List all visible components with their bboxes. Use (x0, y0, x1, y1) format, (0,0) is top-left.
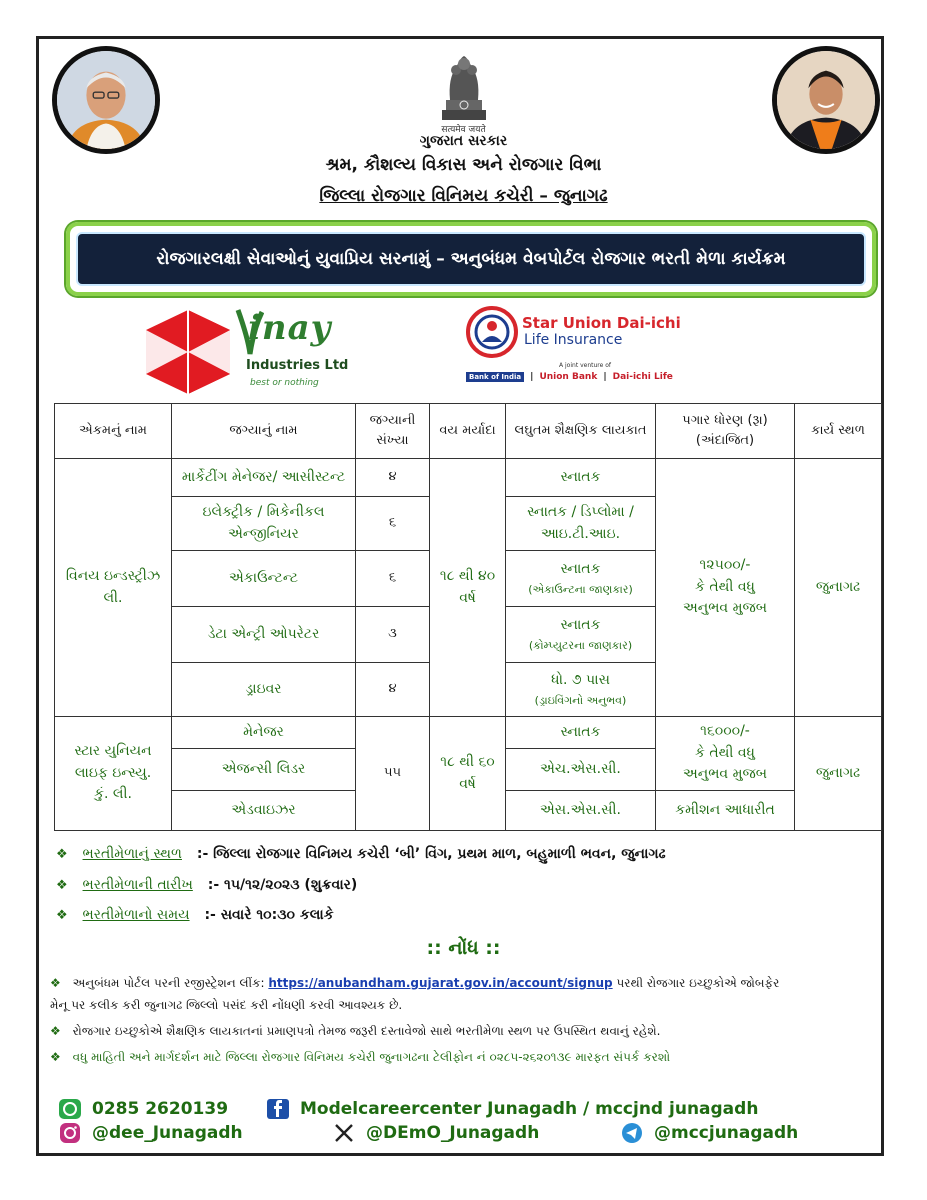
column-header: એકમનું નામ (55, 404, 172, 459)
count-cell: ૩ (356, 607, 430, 663)
emblem-motto: सत्यमेव जयते (441, 125, 486, 135)
post-cell: ડ્રાઇવર (172, 663, 356, 717)
jobs-table (54, 403, 882, 831)
whatsapp-icon (58, 1098, 82, 1120)
vinay-wordmark: inay (248, 308, 332, 348)
facebook-handle[interactable]: Modelcareercenter Junagadh / mccjnd junagadh (300, 1099, 759, 1119)
note-1 (50, 972, 880, 1016)
phone-contact (58, 1098, 228, 1120)
state-name: ગુજરાત સરકાર (419, 133, 508, 149)
diamond-bullet-icon: ❖ (50, 1024, 61, 1038)
notes-title: :: નોંધ :: (426, 937, 501, 959)
column-header: જગ્યાનું નામ (172, 404, 356, 459)
salary-amount: ૧૬૦૦૦/- (700, 722, 750, 739)
partner-bank-of-india: Bank of India (466, 372, 524, 382)
star-union-logo (464, 306, 724, 396)
qualification-cell: એસ.એસ.સી. (506, 791, 656, 831)
vinay-tagline: best or nothing (250, 378, 319, 388)
table-header-row (55, 404, 882, 459)
telegram-handle[interactable]: @mccjunagadh (654, 1123, 799, 1143)
telegram-contact (620, 1122, 798, 1144)
state-emblem-icon (420, 48, 508, 128)
count-cell: ૫૫ (356, 717, 430, 831)
salary-cell (656, 717, 795, 791)
diamond-bullet-icon: ❖ (56, 878, 68, 893)
qualification-cell (506, 663, 656, 717)
qualification-cell (506, 607, 656, 663)
date-value: :- ૧૫/૧૨/૨૦૨૩ (શુક્રવાર) (207, 877, 358, 893)
qualification-note: (કોમ્પ્યુટરના જાણકાર) (528, 638, 633, 652)
x-contact (332, 1122, 539, 1144)
company-line: કું. લી. (94, 786, 132, 803)
facebook-contact (266, 1098, 758, 1120)
instagram-contact (58, 1122, 243, 1144)
post-cell: ડેટા એન્ટ્રી ઓપરેટર (172, 607, 356, 663)
venue-label: ભરતીમેળાનું સ્થળ (82, 846, 182, 862)
instagram-icon (58, 1122, 82, 1144)
column-header: જગ્યાની સંખ્યા (356, 404, 430, 459)
qualification-text: ધો. ૭ પાસ (551, 672, 610, 689)
company-line: લાઇફ ઇન્સ્યુ. (74, 764, 152, 781)
star-union-jv-text: A joint venture of (559, 362, 611, 369)
qualification-cell (506, 551, 656, 607)
post-cell: ઇલેક્ટ્રીક / મિકેનીકલ એન્જીનિયર (172, 497, 356, 551)
qualification-text: સ્નાતક (560, 561, 601, 578)
divider: | (603, 372, 607, 382)
banner (66, 222, 876, 296)
place-cell: જુનાગઢ (795, 459, 882, 717)
count-cell: ૬ (356, 497, 430, 551)
salary-note: કે તેથી વધુ (695, 744, 755, 761)
note-2 (50, 1020, 880, 1042)
qualification-cell: એચ.એસ.સી. (506, 749, 656, 791)
post-cell: એડવાઇઝર (172, 791, 356, 831)
phone-number[interactable]: 0285 2620139 (92, 1099, 229, 1119)
note-3-text: વધુ માહિતી અને માર્ગદર્શન માટે જિલ્લા રોજગાર વિનિમય કચેરી જુનાગઢના ટેલીફોન નં ૦૨૮૫-૨૬૨૦૧૩૯ મારફત સંપર્ક કરશો (72, 1050, 671, 1064)
vinay-logo (138, 306, 388, 398)
post-cell: એજન્સી લિડર (172, 749, 356, 791)
date-label: ભરતીમેળાની તારીખ (82, 877, 193, 893)
partner-dai-ichi: Dai-ichi Life (612, 372, 673, 382)
company-cell (55, 717, 172, 831)
star-union-partners (466, 372, 673, 382)
age-cell: ૧૮ થી ૪૦ વર્ષ (430, 459, 506, 717)
qualification-note: (એકાઉન્ટના જાણકાર) (528, 582, 633, 596)
time-label: ભરતીમેળાનો સમય (82, 907, 190, 923)
column-header: કાર્ય સ્થળ (795, 404, 882, 459)
date-line (56, 877, 357, 893)
office-name: જિલ્લા રોજગાર વિનિમય કચેરી – જુનાગઢ (319, 186, 608, 206)
instagram-handle[interactable]: @dee_Junagadh (92, 1123, 243, 1143)
column-header: લઘુતમ શૈક્ષણિક લાયકાત (506, 404, 656, 459)
column-header: વય મર્યાદા (430, 404, 506, 459)
count-cell: ૪ (356, 459, 430, 497)
salary-cell (656, 459, 795, 717)
banner-title: રોજગારલક્ષી સેવાઓનું યુવાપ્રિય સરનામું – અનુબંધમ વેબપોર્ટલ રોજગાર ભરતી મેળા કાર્યક્રમ (76, 232, 866, 286)
note-2-text: રોજગાર ઇચ્છુકોએ શૈક્ષણિક લાયકાતનાં પ્રમાણપત્રો તેમજ જરૂરી દસ્તાવેજો સાથે ભરતીમેળા સ્થળ પર ઉપસ્થિત થવાનું રહેશે. (72, 1024, 661, 1038)
diamond-bullet-icon: ❖ (50, 1050, 61, 1064)
salary-note: કે તેથી વધુ (695, 578, 755, 595)
salary-basis: અનુભવ મુજબ (683, 600, 767, 617)
facebook-icon (266, 1098, 290, 1120)
qualification-cell: સ્નાતક / ડિપ્લોમા / આઇ.ટી.આઇ. (506, 497, 656, 551)
divider: | (530, 372, 534, 382)
age-cell: ૧૮ થી ૬૦ વર્ષ (430, 717, 506, 831)
company-cell: વિનય ઇન્ડસ્ટ્રીઝ લી. (55, 459, 172, 717)
salary-amount: ૧૨૫૦૦/- (699, 556, 751, 573)
star-union-subtitle: Life Insurance (524, 332, 623, 348)
table-row (55, 717, 882, 749)
note-1-text-end: પરથી રોજગાર ઇચ્છુકોએ જોબફેર (616, 976, 780, 990)
star-union-name: Star Union Dai-ichi (522, 314, 681, 332)
table-row (55, 459, 882, 497)
x-icon (332, 1122, 356, 1144)
time-value: :- સવારે ૧૦:૩૦ કલાકે (204, 907, 334, 923)
post-cell: માર્કેટીંગ મેનેજર/ આસીસ્ટન્ટ (172, 459, 356, 497)
partner-union-bank: Union Bank (539, 372, 598, 382)
note-1-text: અનુબંધમ પોર્ટલ પરની રજીસ્ટ્રેશન લીંક: (72, 976, 265, 990)
post-cell: એકાઉન્ટન્ટ (172, 551, 356, 607)
venue-value: :- જિલ્લા રોજગાર વિનિમય કચેરી ‘બી’ વિંગ, પ્રથમ માળ, બહુમાળી ભવન, જુનાગઢ (196, 846, 666, 862)
salary-basis: અનુભવ મુજબ (683, 766, 767, 783)
vinay-subtitle: Industries Ltd (246, 358, 349, 373)
count-cell: ૬ (356, 551, 430, 607)
department-name: શ્રમ, કૌશલ્ય વિકાસ અને રોજગાર વિભા (325, 155, 602, 175)
salary-cell: કમીશન આધારીત (656, 791, 795, 831)
qualification-note: (ડ્રાઇવિંગનો અનુભવ) (534, 693, 627, 707)
qualification-cell (506, 459, 656, 497)
vinay-hexagon-icon (138, 306, 238, 398)
qualification-text: સ્નાતક (560, 468, 601, 485)
telegram-icon (620, 1122, 644, 1144)
diamond-bullet-icon: ❖ (56, 908, 68, 923)
note-1-line-2: મેનૂ પર કલીક કરી જુનાગઢ જિલ્લો પસંદ કરી નોંધણી કરવી આવશ્યક છે. (50, 998, 403, 1012)
star-union-emblem-icon (466, 306, 518, 358)
qualification-cell: સ્નાતક (506, 717, 656, 749)
x-handle[interactable]: @DEmO_Junagadh (366, 1123, 540, 1143)
note-3 (50, 1046, 880, 1068)
place-cell: જુનાગઢ (795, 717, 882, 831)
company-line: સ્ટાર યુનિયન (74, 742, 152, 759)
post-cell: મેનેજર (172, 717, 356, 749)
qualification-text: સ્નાતક (560, 617, 601, 634)
diamond-bullet-icon: ❖ (56, 847, 68, 862)
venue-line (56, 846, 666, 862)
diamond-bullet-icon: ❖ (50, 976, 61, 990)
registration-link[interactable]: https://anubandham.gujarat.gov.in/account/signup (268, 976, 613, 990)
count-cell: ૪ (356, 663, 430, 717)
column-header: પગાર ધોરણ (રૂા) (અંદાજિત) (656, 404, 795, 459)
time-line (56, 907, 334, 923)
